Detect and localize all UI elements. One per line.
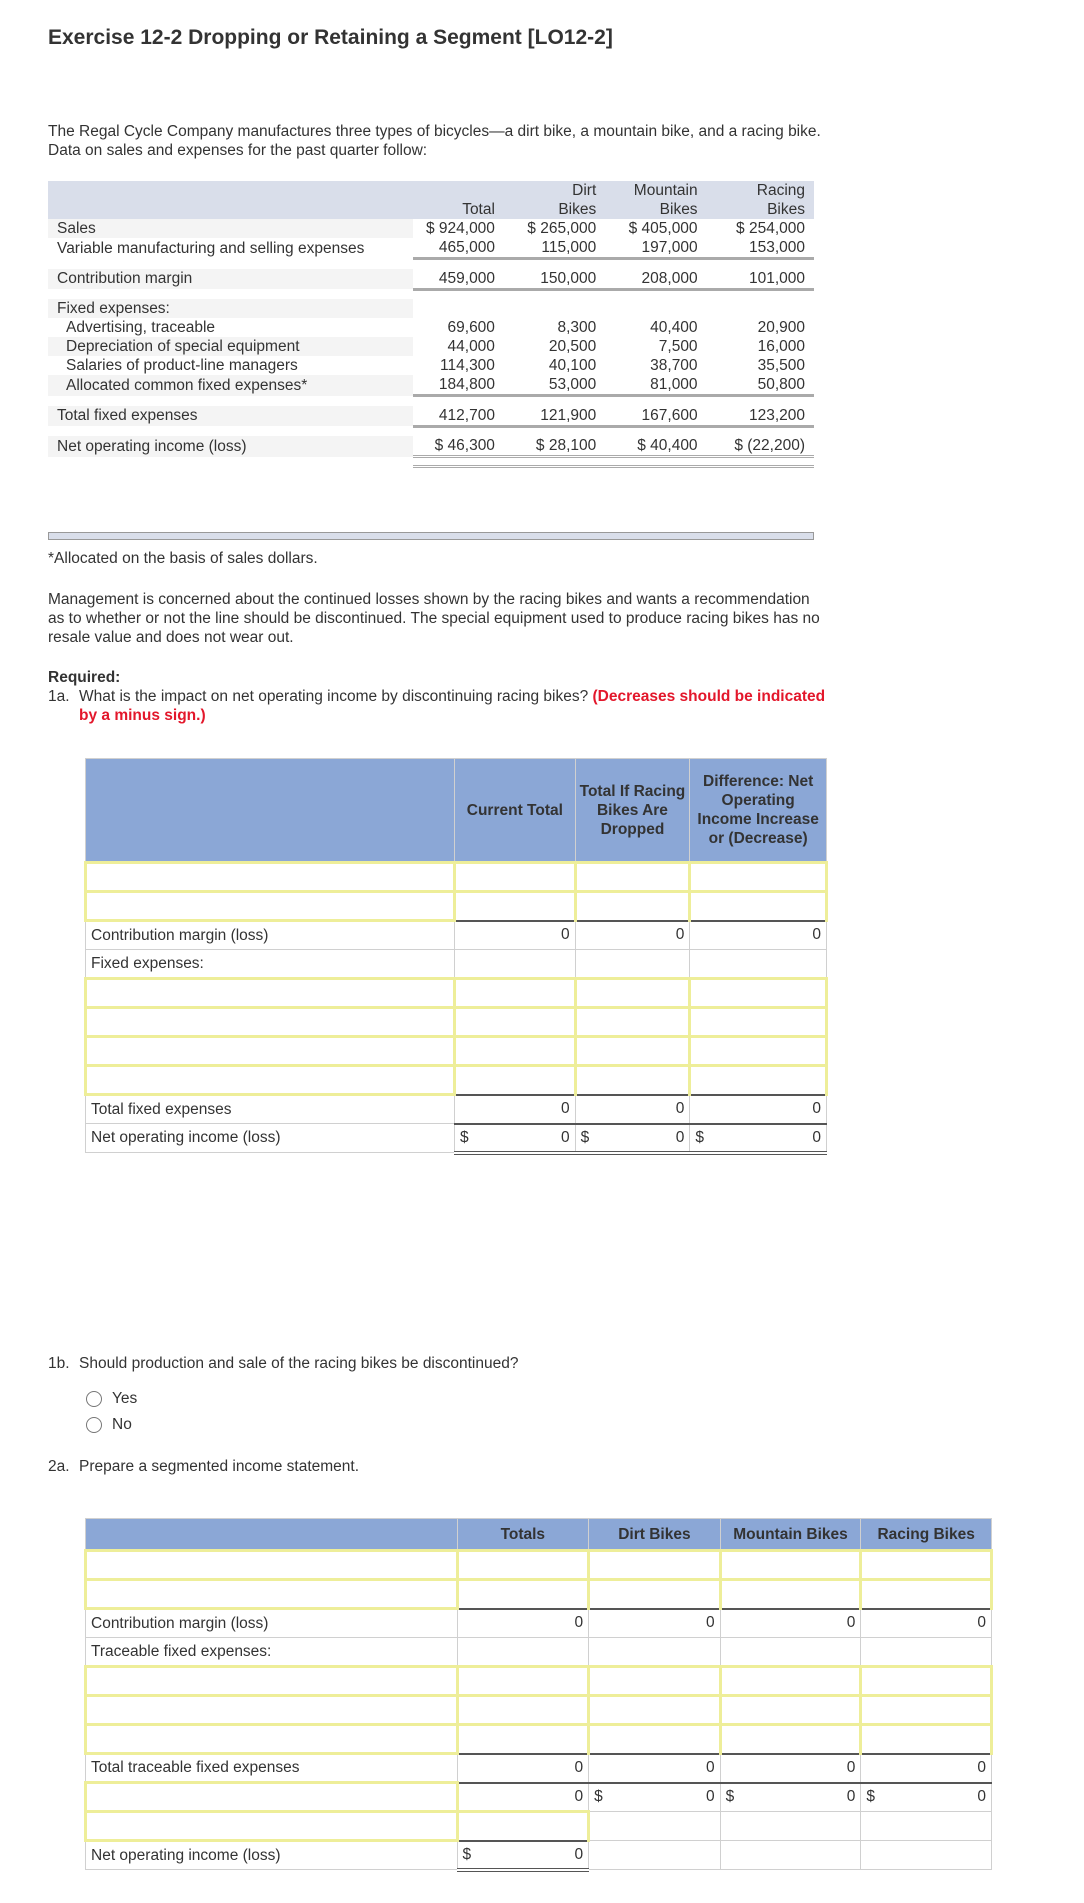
amount-input[interactable] — [861, 1667, 992, 1696]
header-racing-1: Racing — [707, 181, 814, 200]
amount-input-field[interactable] — [459, 1726, 588, 1753]
amount-input-field[interactable] — [691, 1038, 825, 1064]
q1a-number: 1a. — [48, 688, 70, 705]
amount-input[interactable] — [690, 1008, 827, 1037]
header-dirt-1: Dirt — [504, 181, 605, 200]
noi-label: Net operating income (loss) — [86, 1124, 455, 1153]
q1a-text: What is the impact on net operating income by discontinuing racing bikes? — [79, 688, 589, 705]
amount-input[interactable] — [457, 1580, 589, 1609]
amount-input-field[interactable] — [577, 1009, 689, 1035]
page-title: Exercise 12-2 Dropping or Retaining a Segment [LO12-2] — [48, 26, 613, 49]
label-input[interactable] — [86, 892, 455, 921]
label-input[interactable] — [86, 1008, 455, 1037]
label-input-field[interactable] — [87, 1784, 456, 1810]
label-input[interactable] — [86, 1580, 458, 1609]
intro-text: The Regal Cycle Company manufactures three types of bicycles—a dirt bike, a mountain bike, and a racing bike. Data on sales and expenses for the past quarter follow: — [48, 123, 821, 159]
row-sales: Sales $ 924,000 $ 265,000 $ 405,000 $ 254,000 — [48, 219, 814, 238]
label-input[interactable] — [86, 1696, 458, 1725]
radio-circle-icon[interactable] — [86, 1391, 102, 1407]
amount-input[interactable] — [457, 1696, 589, 1725]
header-total: Total — [413, 200, 504, 219]
traceable-fixed-label: Traceable fixed expenses: — [86, 1638, 458, 1667]
amount-input[interactable] — [861, 1551, 992, 1580]
amount-input[interactable] — [575, 892, 690, 921]
amount-input[interactable] — [455, 1037, 576, 1066]
amount-input[interactable] — [690, 863, 827, 892]
amount-input-field[interactable] — [459, 1552, 588, 1578]
amount-input[interactable] — [690, 892, 827, 921]
amount-input-field[interactable] — [722, 1697, 860, 1723]
noi-label: Net operating income (loss) — [86, 1841, 458, 1870]
label-input-field[interactable] — [87, 1552, 456, 1578]
amount-input[interactable] — [575, 1008, 690, 1037]
amount-input[interactable] — [575, 863, 690, 892]
amount-input[interactable] — [861, 1725, 992, 1754]
amount-input-field[interactable] — [862, 1668, 990, 1694]
label-input-field[interactable] — [87, 1038, 453, 1064]
header-mountain-bikes: Mountain Bikes — [720, 1519, 861, 1551]
header-difference: Difference: Net Operating Income Increase or (Decrease) — [690, 759, 827, 863]
amount-input[interactable] — [690, 1037, 827, 1066]
amount-input[interactable] — [455, 979, 576, 1008]
amount-input-field[interactable] — [577, 1067, 689, 1094]
label-input[interactable] — [86, 1812, 458, 1841]
segmented-income-grid — [84, 1518, 993, 1872]
amount-input-field[interactable] — [456, 1067, 574, 1094]
amount-input-field[interactable] — [862, 1726, 990, 1753]
label-input-field[interactable] — [87, 1009, 453, 1035]
amount-input-field[interactable] — [456, 1038, 574, 1064]
amount-input[interactable] — [457, 1725, 589, 1754]
amount-input-field[interactable] — [691, 864, 825, 890]
header-mountain-1: Mountain — [605, 181, 706, 200]
header-racing-bikes: Racing Bikes — [861, 1519, 992, 1551]
amount-input-field[interactable] — [862, 1697, 990, 1723]
grid2-noi-row: Net operating income (loss) $ 0 — [86, 1841, 992, 1870]
amount-input-field[interactable] — [577, 864, 689, 890]
amount-input-field[interactable] — [590, 1552, 719, 1578]
total-fixed-label: Total fixed expenses — [86, 1095, 455, 1124]
amount-input[interactable] — [720, 1667, 861, 1696]
row-advertising: Advertising, traceable 69,600 8,300 40,400 20,900 — [66, 319, 805, 336]
total-traceable-label: Total traceable fixed expenses — [86, 1754, 458, 1783]
row-total-fixed: Total fixed expenses 412,700 121,900 167,600 123,200 — [48, 406, 814, 427]
amount-input[interactable] — [589, 1551, 721, 1580]
amount-input-field[interactable] — [862, 1581, 990, 1608]
row-fixed-label: Fixed expenses: — [48, 299, 814, 318]
amount-input[interactable] — [861, 1580, 992, 1609]
amount-input-field[interactable] — [577, 893, 689, 920]
amount-input-field[interactable] — [459, 1697, 588, 1723]
amount-input[interactable] — [861, 1696, 992, 1725]
required-label: Required: — [48, 669, 121, 686]
label-input[interactable] — [86, 1551, 458, 1580]
label-input-field[interactable] — [87, 893, 453, 919]
label-input-field[interactable] — [87, 1813, 456, 1839]
amount-input[interactable] — [457, 1551, 589, 1580]
row-contribution-margin: Contribution margin 459,000 150,000 208,000 101,000 — [48, 269, 814, 290]
amount-input[interactable] — [455, 892, 576, 921]
q1b-question: 1b. Should production and sale of the racing bikes be discontinued? — [48, 1355, 519, 1372]
q2a-question: 2a. Prepare a segmented income statement. — [48, 1458, 360, 1475]
amount-input-field[interactable] — [691, 980, 825, 1006]
grid2-segment-margin-row: 0 $ 0 $ 0 $ 0 — [86, 1783, 992, 1812]
amount-input[interactable] — [575, 1037, 690, 1066]
row-variable: Variable manufacturing and selling expenses 465,000 115,000 197,000 153,000 — [48, 238, 814, 259]
amount-input[interactable] — [589, 1667, 721, 1696]
label-input-field[interactable] — [87, 1067, 453, 1093]
amount-input[interactable] — [589, 1725, 721, 1754]
grid2-total-traceable-row: Total traceable fixed expenses 0 0 0 0 — [86, 1754, 992, 1783]
amount-input-field[interactable] — [577, 1038, 689, 1064]
amount-input-field[interactable] — [691, 1009, 825, 1035]
required-section — [48, 668, 828, 725]
amount-input-field[interactable] — [456, 893, 574, 920]
amount-input[interactable] — [690, 1066, 827, 1095]
grid1-fixed-label-row — [86, 950, 827, 979]
label-input[interactable] — [86, 979, 455, 1008]
amount-input-field[interactable] — [722, 1726, 860, 1753]
amount-input-field[interactable] — [862, 1552, 990, 1578]
amount-input-field[interactable] — [459, 1668, 588, 1694]
amount-input-field[interactable] — [590, 1581, 719, 1608]
company-data-table — [48, 181, 814, 468]
label-input-field[interactable] — [87, 1697, 456, 1723]
label-input-field[interactable] — [87, 980, 453, 1006]
amount-input[interactable] — [457, 1667, 589, 1696]
amount-input-field[interactable] — [590, 1668, 719, 1694]
label-input[interactable] — [86, 1066, 455, 1095]
header-totals: Totals — [457, 1519, 589, 1551]
amount-input[interactable] — [720, 1725, 861, 1754]
amount-input[interactable] — [457, 1812, 589, 1841]
row-salaries: Salaries of product-line managers 114,300 40,100 38,700 35,500 — [66, 357, 805, 374]
q1b-options — [86, 1386, 137, 1438]
row-net-operating-income: Net operating income (loss) $ 46,300 $ 28,100 $ 40,400 $ (22,200) — [48, 436, 814, 457]
amount-input-field[interactable] — [577, 980, 689, 1006]
amount-input-field[interactable] — [722, 1668, 860, 1694]
amount-input-field[interactable] — [456, 864, 574, 890]
header-total-if-dropped: Total If Racing Bikes Are Dropped — [575, 759, 690, 863]
label-input[interactable] — [86, 1667, 458, 1696]
row-allocated: Allocated common fixed expenses* 184,800 53,000 81,000 50,800 — [48, 375, 814, 396]
impact-grid — [84, 758, 828, 1155]
amount-input-field[interactable] — [691, 1067, 825, 1094]
amount-input-field[interactable] — [459, 1813, 588, 1840]
header-dirt-2: Bikes — [504, 200, 605, 219]
header-racing-2: Bikes — [707, 200, 814, 219]
radio-circle-icon[interactable] — [86, 1417, 102, 1433]
label-input-field[interactable] — [87, 1581, 456, 1607]
cm-label: Contribution margin (loss) — [86, 921, 455, 950]
label-input-field[interactable] — [87, 1726, 456, 1752]
cm-label: Contribution margin (loss) — [86, 1609, 458, 1638]
amount-input-field[interactable] — [459, 1581, 588, 1608]
grid2-cm-row: Contribution margin (loss) 0 0 0 0 — [86, 1609, 992, 1638]
grid1-noi-row: Net operating income (loss) $ 0 $ 0 $ 0 — [86, 1124, 827, 1153]
header-current-total: Current Total — [455, 759, 576, 863]
amount-input[interactable] — [720, 1580, 861, 1609]
amount-input[interactable] — [720, 1551, 861, 1580]
amount-input-field[interactable] — [691, 893, 825, 920]
label-input[interactable] — [86, 1037, 455, 1066]
grid1-total-fixed-row: Total fixed expenses 0 0 0 — [86, 1095, 827, 1124]
amount-input-field[interactable] — [456, 1009, 574, 1035]
table-bottom-bar — [48, 532, 814, 540]
amount-input[interactable] — [455, 1066, 576, 1095]
footnote: *Allocated on the basis of sales dollars. — [48, 550, 318, 567]
amount-input[interactable] — [575, 1066, 690, 1095]
amount-input-field[interactable] — [722, 1552, 860, 1578]
label-input-field[interactable] — [87, 1668, 456, 1694]
grid1-cm-row: Contribution margin (loss) 0 0 0 — [86, 921, 827, 950]
header-mountain-2: Bikes — [605, 200, 706, 219]
amount-input-field[interactable] — [590, 1697, 719, 1723]
amount-input[interactable] — [589, 1696, 721, 1725]
amount-input-field[interactable] — [456, 980, 574, 1006]
management-paragraph: Management is concerned about the continued losses shown by the racing bikes and wants a recommendation as to whether or not the line should be discontinued. The special equipment used to produce racing bikes has no resale value and does not wear out. — [48, 591, 820, 646]
amount-input[interactable] — [455, 863, 576, 892]
label-input[interactable] — [86, 1725, 458, 1754]
header-dirt-bikes: Dirt Bikes — [589, 1519, 721, 1551]
option-yes[interactable]: Yes — [86, 1386, 137, 1412]
amount-input-field[interactable] — [722, 1581, 860, 1608]
q1a-note: (Decreases should be indicated by a minus sign.) — [79, 688, 826, 724]
grid2-traceable-label-row — [86, 1638, 992, 1667]
amount-input-field[interactable] — [590, 1726, 719, 1753]
row-depreciation: Depreciation of special equipment 44,000 20,500 7,500 16,000 — [48, 337, 814, 356]
label-input-field[interactable] — [87, 864, 453, 890]
amount-input[interactable] — [720, 1696, 861, 1725]
amount-input[interactable] — [589, 1580, 721, 1609]
option-no[interactable]: No — [86, 1412, 137, 1438]
amount-input[interactable] — [455, 1008, 576, 1037]
label-input[interactable] — [86, 863, 455, 892]
amount-input[interactable] — [575, 979, 690, 1008]
fixed-expenses-label: Fixed expenses: — [86, 950, 455, 979]
amount-input[interactable] — [690, 979, 827, 1008]
label-input[interactable] — [86, 1783, 458, 1812]
